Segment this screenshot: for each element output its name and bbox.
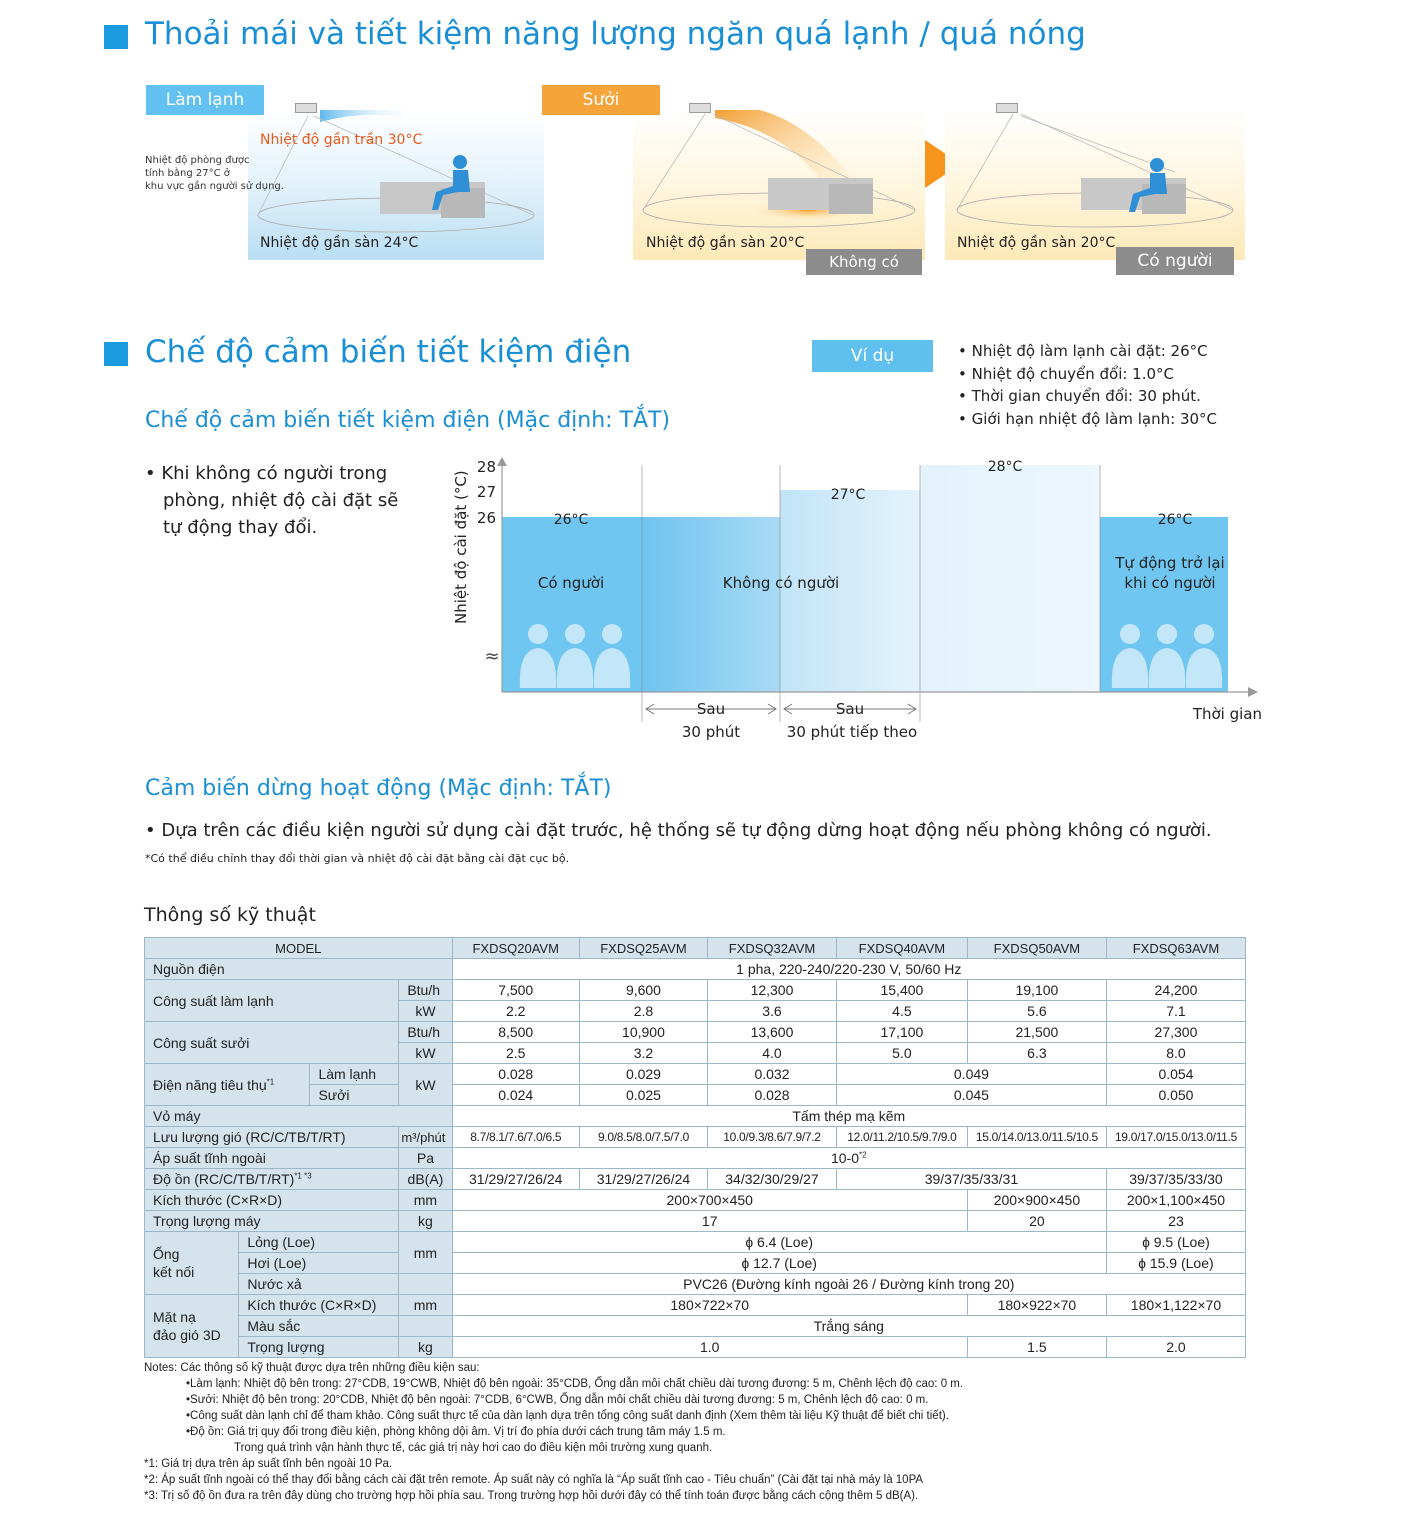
table-row: Trọng lượng kg 1.0 1.5 2.0: [145, 1337, 1246, 1358]
axis-break: ≈: [484, 646, 500, 667]
section2-title: Chế độ cảm biến tiết kiệm điện: [145, 334, 632, 370]
footnote: *Có thể điều chỉnh thay đổi thời gian và nhiệt độ cài đặt bằng cài đặt cục bộ.: [145, 852, 570, 865]
bullet1: • Khi không có người trong phòng, nhiệt độ cài đặt sẽ tự động thay đổi.: [145, 463, 399, 538]
heat-tag: Sưởi: [542, 85, 660, 115]
example-tag: Ví dụ: [812, 340, 933, 372]
heat-floor-label-1: Nhiệt độ gần sàn 20°C: [646, 235, 805, 251]
interval-label: 30 phút: [681, 723, 741, 741]
y-tick: 27: [476, 483, 496, 501]
ac-unit-icon: [996, 103, 1018, 113]
cool-note: Nhiệt độ phòng được tính bằng 27°C ở khu vực gần người sử dụng.: [145, 155, 284, 192]
segment-value: 26°C: [553, 512, 589, 528]
section-marker: [104, 25, 128, 49]
segment-label: Có người: [537, 574, 605, 592]
table-row: Độ ồn $(RC/C/TB/T/RT)^{*1 *3}$ dB(A) 31/29/27/26/24 31/29/27/26/24 34/32/30/29/27 39/37/35/33/31 39/37/35/33/30: [145, 1169, 1246, 1190]
chart-ylabel: Nhiệt độ cài đặt (°C): [452, 470, 470, 624]
with-person-tag: Có người: [1116, 247, 1234, 275]
table-row: Vỏ máy Tấm thép mạ kẽm: [145, 1106, 1246, 1127]
segment-value: 27°C: [830, 487, 866, 503]
y-tick: 28: [476, 458, 496, 476]
chart-xlabel: Thời gian: [1192, 705, 1262, 723]
subsection2-title: Cảm biến dừng hoạt động (Mặc định: TẮT): [145, 776, 612, 801]
cool-ceiling-label: Nhiệt độ gần trần 30°C: [260, 132, 423, 148]
section-marker: [104, 342, 128, 366]
table-row: Ống kết nối Lỏng (Loe) mm ɸ 6.4 (Loe) ɸ 9.5 (Loe): [145, 1232, 1246, 1253]
table-row: Công suất sưởi Btu/h 8,500 10,900 13,600 17,100 21,500 27,300: [145, 1022, 1246, 1043]
y-tick: 26: [476, 509, 496, 527]
subsection1-title: Chế độ cảm biến tiết kiệm điện (Mặc định: TẮT): [145, 408, 671, 433]
table-row: Nguồn điện 1 pha, 220-240/220-230 V, 50/60 Hz: [145, 959, 1246, 980]
ac-unit-icon: [295, 103, 317, 113]
table-row: MODEL FXDSQ20AVM FXDSQ25AVM FXDSQ32AVM FXDSQ40AVM FXDSQ50AVM FXDSQ63AVM: [145, 938, 1246, 959]
segment-label: Không có người: [722, 574, 840, 592]
table-row: Nước xả PVC26 (Đường kính ngoài 26 / Đường kính trong 20): [145, 1274, 1246, 1295]
segment-label: Tự động trở lại: [1115, 554, 1225, 572]
table-row: Hơi (Loe) ɸ 12.7 (Loe) ɸ 15.9 (Loe): [145, 1253, 1246, 1274]
example-list: [958, 340, 1217, 430]
table-row: Mặt nạ đảo gió 3D Kích thước (C×R×D) mm 180×722×70 180×922×70 180×1,122×70: [145, 1295, 1246, 1316]
spec-table: [144, 937, 1246, 1358]
table-row: Màu sắc Trắng sáng: [145, 1316, 1246, 1337]
example-item: • Nhiệt độ làm lạnh cài đặt: 26°C: [958, 342, 1208, 360]
interval-label: Sau: [835, 700, 865, 718]
table-row: Sưởi 0.024 0.025 0.028 0.045 0.050: [145, 1085, 1246, 1106]
heat-floor-label-2: Nhiệt độ gần sàn 20°C: [957, 235, 1116, 251]
bullet2: • Dựa trên các điều kiện người sử dụng cài đặt trước, hệ thống sẽ tự động dừng hoạt động nếu phòng không có người.: [145, 820, 1212, 841]
interval-label: Sau: [696, 700, 726, 718]
table-row: Lưu lượng gió (RC/C/TB/T/RT) m³/phút 8.7/8.1/7.6/7.0/6.5 9.0/8.5/8.0/7.5/7.0 10.0/9.3/8.6/7.9/7.2 12.0/11.2/10.5/9.7/9.0 15.0/14.0/13.0/11.5/10.5 19.0/17.0/15.0/13.0/11.5: [145, 1127, 1246, 1148]
cool-floor-label: Nhiệt độ gần sàn 24°C: [260, 235, 419, 251]
segment-value: 28°C: [987, 459, 1023, 475]
table-row: Công suất làm lạnh Btu/h 7,500 9,600 12,300 15,400 19,100 24,200: [145, 980, 1246, 1001]
example-item: • Nhiệt độ chuyển đổi: 1.0°C: [958, 364, 1175, 383]
section1-title: Thoải mái và tiết kiệm năng lượng ngăn quá lạnh / quá nóng: [145, 16, 1086, 52]
notes: Notes: Các thông số kỹ thuật được dựa trên những điều kiện sau: •Làm lạnh: Nhiệt độ bên trong: 27°CDB, 19°CWB, Nhiệt độ bên ngoài: 35°CDB, Ống dẫn môi chất chiều dài tương đương: 5 m, Chênh lệch độ cao: 0 m. •Sưởi: Nhiệt độ bên trong: 20°CDB, Nhiệt độ bên ngoài: 7°CDB, 6°CWB, Ống dẫn môi chất chiều dài tương đương: 5 m, Chênh lệch độ cao: 0 m. •Công suất dàn lạnh chỉ để tham khảo. Công suất thực tế của dàn lạnh dựa trên tổng công suất danh định (Xem thêm tài liệu Kỹ thuật để biết chi tiết). •Độ ồn: Giá trị quy đổi trong điều kiện, phòng không dội âm. Vị trí đo phía dưới cách trung tâm máy 1.5 m. Trong quá trình vận hành thực tế, các giá trị này hơi cao do điều kiện môi trường xung quanh. *1: Giá trị dựa trên áp suất tĩnh bên ngoài 10 Pa. *2: Áp suất tĩnh ngoài có thể thay đổi bằng cách cài đặt trên remote. Áp suất này có nghĩa là “Áp suất tĩnh cao - Tiêu chuẩn” (Cài đặt tại nhà máy là 10PA *3: Trị số độ ồn đưa ra trên đây dùng cho trường hợp hồi phía sau. Trong trường hợp hồi dưới đây có thể tính toán được bằng cách cộng thêm 5 dB(A).: [144, 1362, 964, 1502]
table-row: Áp suất tĩnh ngoài Pa 10-0$^{*2}$: [145, 1148, 1246, 1169]
segment-value: 26°C: [1157, 512, 1193, 528]
example-item: • Thời gian chuyển đổi: 30 phút.: [958, 387, 1201, 405]
table-row: Trọng lượng máy kg 17 20 23: [145, 1211, 1246, 1232]
segment-label: khi có người: [1124, 574, 1216, 592]
example-item: • Giới hạn nhiệt độ làm lạnh: 30°C: [958, 409, 1218, 428]
cool-tag: Làm lạnh: [146, 85, 264, 115]
table-row: kW 2.5 3.2 4.0 5.0 6.3 8.0: [145, 1043, 1246, 1064]
spec-title: Thông số kỹ thuật: [144, 904, 316, 926]
energy-saving-chart: [440, 452, 1280, 752]
table-row: Kích thước (C×R×D) mm 200×700×450 200×900×450 200×1,100×450: [145, 1190, 1246, 1211]
interval-label: 30 phút tiếp theo: [786, 723, 918, 741]
no-person-tag: Không có người: [806, 249, 922, 275]
table-row: kW 2.2 2.8 3.6 4.5 5.6 7.1: [145, 1001, 1246, 1022]
table-row: Điện năng tiêu thụ$^{*1}$ Làm lạnh kW 0.028 0.029 0.032 0.049 0.054: [145, 1064, 1246, 1085]
ac-unit-icon: [689, 103, 711, 113]
